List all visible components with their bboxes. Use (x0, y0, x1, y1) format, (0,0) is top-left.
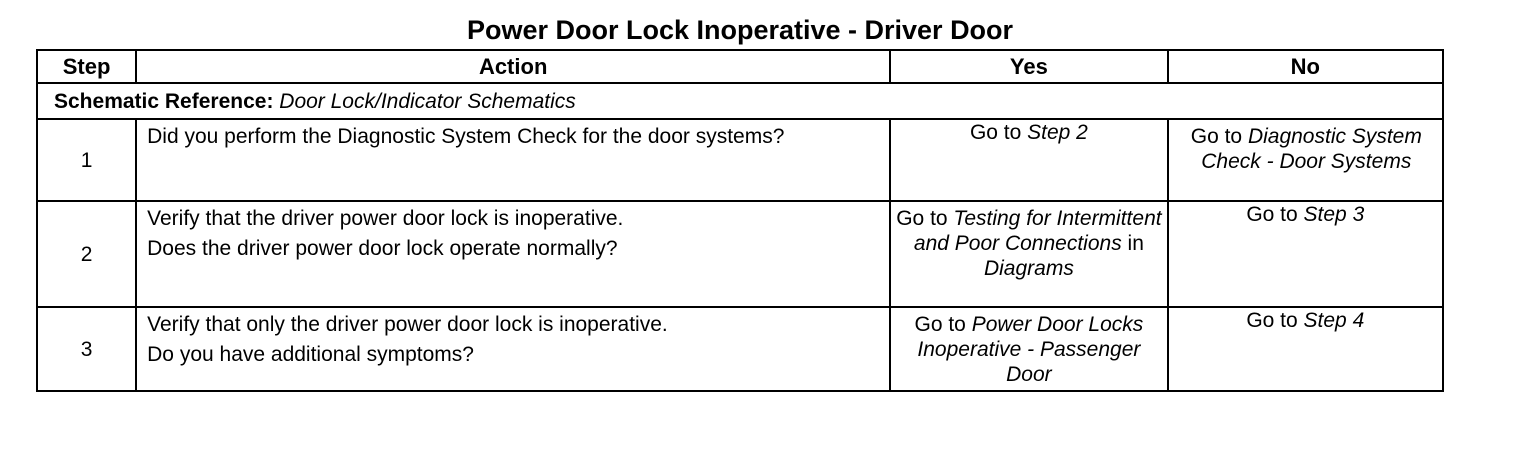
yes-ref: Power Door Locks Inoperative - Passenger Door (917, 313, 1144, 386)
header-no: No (1168, 50, 1443, 83)
no-cell (1168, 201, 1443, 307)
yes-cell (890, 119, 1167, 201)
yes-cell (890, 201, 1167, 307)
no-text (1169, 308, 1442, 333)
action-question: Does the driver power door lock operate normally? (147, 237, 618, 260)
no-ref: Diagnostic System Check - Door Systems (1201, 125, 1422, 173)
table-row (37, 119, 1443, 201)
action-text: Verify that only the driver power door lock is inoperative. (147, 313, 668, 336)
no-prefix: Go to (1190, 125, 1248, 148)
action-cell (136, 307, 890, 391)
yes-mid: in (1121, 232, 1144, 255)
no-text (1169, 202, 1442, 227)
yes-ref: Step 2 (1027, 121, 1088, 144)
header-yes: Yes (890, 50, 1167, 83)
schematic-label: Schematic Reference: (54, 89, 274, 113)
schematic-row (37, 83, 1443, 119)
yes-ref2: Diagrams (983, 257, 1074, 280)
schematic-value: Door Lock/Indicator Schematics (279, 89, 576, 113)
step-number: 1 (37, 119, 136, 201)
yes-text (895, 206, 1162, 281)
no-ref: Step 4 (1303, 309, 1365, 332)
header-action: Action (136, 50, 890, 83)
action-text: Did you perform the Diagnostic System Check for the door systems? (147, 125, 785, 148)
step-number: 3 (37, 307, 136, 391)
no-text (1181, 124, 1432, 174)
action-cell (136, 119, 890, 201)
yes-text (891, 120, 1166, 145)
no-prefix: Go to (1246, 203, 1304, 226)
header-row (37, 50, 1443, 83)
no-prefix: Go to (1246, 309, 1304, 332)
schematic-reference (37, 83, 1443, 119)
no-ref: Step 3 (1303, 203, 1365, 226)
yes-text (905, 312, 1152, 387)
yes-cell (890, 307, 1167, 391)
header-step: Step (37, 50, 136, 83)
yes-prefix: Go to (969, 121, 1028, 144)
page-title: Power Door Lock Inoperative - Driver Door (466, 15, 1014, 45)
no-cell (1168, 119, 1443, 201)
no-cell (1168, 307, 1443, 391)
action-text: Verify that the driver power door lock is inoperative. (147, 207, 624, 230)
action-question: Do you have additional symptoms? (147, 343, 474, 366)
step-number: 2 (37, 201, 136, 307)
table-row (37, 307, 1443, 391)
diagnostic-table (36, 49, 1444, 392)
yes-prefix: Go to (896, 207, 954, 230)
table-row (37, 201, 1443, 307)
action-cell (136, 201, 890, 307)
yes-ref: Testing for Intermittent and Poor Connections (913, 207, 1162, 255)
yes-prefix: Go to (914, 313, 972, 336)
